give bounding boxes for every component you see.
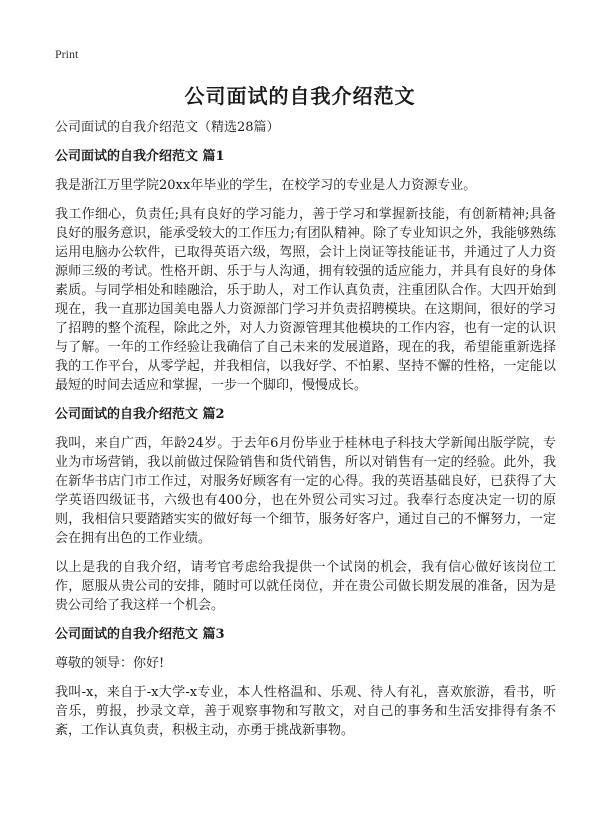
paragraph: 我是浙江万里学院20xx年毕业的学生，在校学习的专业是人力资源专业。 xyxy=(55,178,477,193)
section-3 xyxy=(55,625,556,740)
page-title: 公司面试的自我介绍范文 xyxy=(184,84,416,108)
paragraph: 我工作细心，负责任;具有良好的学习能力，善于学习和掌握新技能，有创新精神;具备良好的服务意识，能承受较大的工作压力;有团队精神。除了专业知识之外，我能够熟练运用电脑办公软件，已取得英语六级，驾照，会计上岗证等技能证书，并通过了人力资源师三级的考试。性格开朗、乐于与人沟通，拥有较强的适应能力，并具有良好的身体素质。与同学相处和睦融洽，乐于助人，对工作认真负责，注重团队合作。大四开始到现在，我一直那边国美电器人力资源部门学习并负责招聘模块。在这期间，很好的学习了招聘的整个流程，除此之外，对人力资源管理其他模块的工作内容，也有一定的认识与了解。一年的工作经验让我确信了自己未来的发展道路，现在的我，希望能重新选择我的工作平台，从零学起，并我相信，以我好学、不怕累、坚持不懈的性格，一定能以最短的时间去适应和掌握，一步一个脚印，慢慢成长。 xyxy=(55,207,556,393)
section-1 xyxy=(55,147,556,395)
paragraph: 尊敬的领导：你好! xyxy=(55,656,165,671)
document-body xyxy=(55,118,556,750)
section-2 xyxy=(55,405,556,615)
section-heading: 公司面试的自我介绍范文 篇3 xyxy=(55,627,225,642)
print-link[interactable]: Print xyxy=(55,47,79,61)
document-subtitle: 公司面试的自我介绍范文（精选28篇） xyxy=(55,120,280,135)
paragraph: 我叫，来自广西，年龄24岁。于去年6月份毕业于桂林电子科技大学新闻出版学院，专业为市场营销，我以前做过保险销售和货代销售，所以对销售有一定的经验。此外，我在新华书店门市工作过，对服务好顾客有一定的心得。我的英语基础良好，已获得了大学英语四级证书，六级也有400分，也在外贸公司实习过。我奉行态度决定一切的原则，我相信只要踏踏实实的做好每一个细节，服务好客户，通过自己的不懈努力，一定会在拥有出色的工作业绩。 xyxy=(55,436,556,546)
paragraph: 以上是我的自我介绍，请考官考虑给我提供一个试岗的机会，我有信心做好该岗位工作，愿服从贵公司的安排，随时可以就任岗位，并在贵公司做长期发展的准备，因为是贵公司给了我这样一个机会。 xyxy=(55,560,556,613)
section-heading: 公司面试的自我介绍范文 篇2 xyxy=(55,407,225,422)
section-heading: 公司面试的自我介绍范文 篇1 xyxy=(55,149,225,164)
paragraph: 我叫-x，来自于-x大学-x专业，本人性格温和、乐观、待人有礼，喜欢旅游，看书，听音乐，剪报，抄录文章，善于观察事物和写散文，对自己的事务和生活安排得有条不紊，工作认真负责，积极主动，亦勇于挑战新事物。 xyxy=(55,685,556,738)
